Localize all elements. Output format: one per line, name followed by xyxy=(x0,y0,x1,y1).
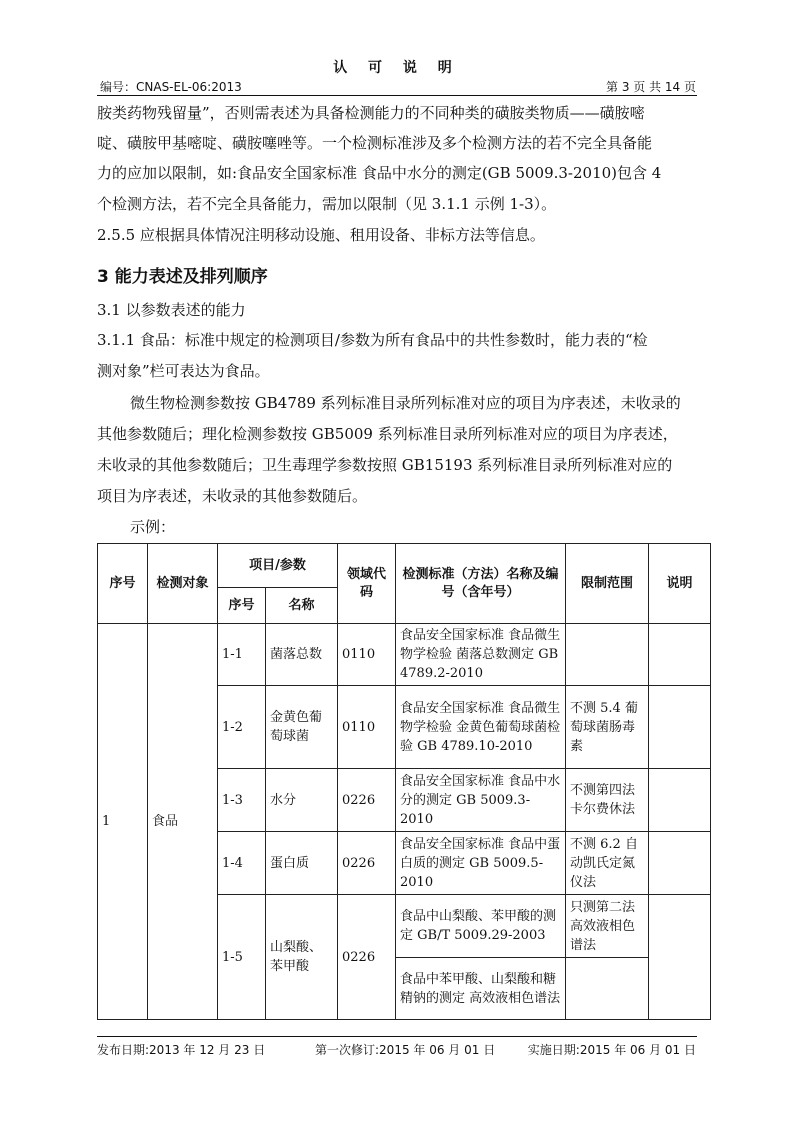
row-standard: 食品中山梨酸、苯甲酸的测定 GB/T 5009.29-2003 xyxy=(396,895,566,958)
revision-date: 第一次修订:2015 年 06 月 01 日 xyxy=(315,1043,496,1057)
col-header-item-param: 项目/参数 xyxy=(218,544,338,588)
row-standard: 食品安全国家标准 食品微生物学检验 菌落总数测定 GB 4789.2-2010 xyxy=(396,624,566,686)
row-note xyxy=(649,769,711,832)
row-limit: 只测第二法 高效液相色谱法 xyxy=(566,895,649,958)
paragraph-line: 个检测方法，若不完全具备能力，需加以限制（见 3.1.1 示例 1-3）。 xyxy=(97,195,557,213)
col-header-name: 名称 xyxy=(266,588,338,624)
row-name: 菌落总数 xyxy=(266,624,338,686)
row-limit: 不测 5.4 葡萄球菌肠毒素 xyxy=(566,686,649,769)
col-header-note: 说明 xyxy=(649,544,711,624)
row-code: 0110 xyxy=(338,624,396,686)
row-sub-seq: 1-1 xyxy=(218,624,266,686)
section-heading-3: 3 能力表述及排列顺序 xyxy=(97,267,268,287)
table-row xyxy=(98,624,711,686)
row-sub-seq: 1-4 xyxy=(218,832,266,895)
col-header-limit: 限制范围 xyxy=(566,544,649,624)
group-seq: 1 xyxy=(98,624,148,1020)
document-title: 认 可 说 明 xyxy=(333,60,460,76)
row-note xyxy=(649,686,711,769)
col-header-seq: 序号 xyxy=(98,544,148,624)
paragraph-line: 力的应加以限制，如:食品安全国家标准 食品中水分的测定(GB 5009.3-2010)包含 4 xyxy=(97,164,662,182)
col-header-sub-seq: 序号 xyxy=(218,588,266,624)
clause-3-1-1: 3.1.1 食品：标准中规定的检测项目/参数为所有食品中的共性参数时，能力表的“检 xyxy=(97,331,648,349)
paragraph-line: 啶、磺胺甲基嘧啶、磺胺噻唑等。一个检测标准涉及多个检测方法的若不完全具备能 xyxy=(97,134,653,152)
paragraph-line: 微生物检测参数按 GB4789 系列标准目录所列标准对应的项目为序表述，未收录的 xyxy=(130,394,681,412)
col-header-standard: 检测标准（方法）名称及编号（含年号） xyxy=(396,544,566,624)
row-name: 金黄色葡萄球菌 xyxy=(266,686,338,769)
clause-2-5-5: 2.5.5 应根据具体情况注明移动设施、租用设备、非标方法等信息。 xyxy=(97,226,545,244)
row-sub-seq: 1-2 xyxy=(218,686,266,769)
col-header-domain-code: 领域代码 xyxy=(338,544,396,624)
row-limit-empty xyxy=(566,958,649,1020)
paragraph-line: 胺类药物残留量”，否则需表述为具备检测能力的不同种类的磺胺类物质——磺胺嘧 xyxy=(97,104,645,122)
capability-table xyxy=(97,543,711,1020)
paragraph-line: 项目为序表述，未收录的其他参数随后。 xyxy=(97,487,368,505)
row-name: 蛋白质 xyxy=(266,832,338,895)
row-sub-seq: 1-3 xyxy=(218,769,266,832)
row-code: 0226 xyxy=(338,895,396,1020)
row-note xyxy=(649,832,711,895)
row-limit xyxy=(566,624,649,686)
row-standard: 食品安全国家标准 食品中蛋白质的测定 GB 5009.5-2010 xyxy=(396,832,566,895)
row-note xyxy=(649,895,711,1020)
document-number: 编号：CNAS-EL-06:2013 xyxy=(100,80,242,94)
row-note xyxy=(649,624,711,686)
paragraph-line: 测对象”栏可表达为食品。 xyxy=(97,362,270,380)
paragraph-line: 未收录的其他参数随后；卫生毒理学参数按照 GB15193 系列标准目录所列标准对应的 xyxy=(97,456,673,474)
row-limit: 不测 6.2 自动凯氏定氮仪法 xyxy=(566,832,649,895)
footer-divider xyxy=(97,1036,697,1037)
row-name: 水分 xyxy=(266,769,338,832)
row-standard-alt: 食品中苯甲酸、山梨酸和糖精钠的测定 高效液相色谱法 xyxy=(396,958,566,1020)
row-code: 0226 xyxy=(338,769,396,832)
row-code: 0226 xyxy=(338,832,396,895)
subsection-3-1: 3.1 以参数表述的能力 xyxy=(97,301,246,319)
row-standard: 食品安全国家标准 食品中水分的测定 GB 5009.3-2010 xyxy=(396,769,566,832)
row-code: 0110 xyxy=(338,686,396,769)
effective-date: 实施日期:2015 年 06 月 01 日 xyxy=(527,1043,696,1057)
header-divider xyxy=(97,95,697,96)
issue-date: 发布日期:2013 年 12 月 23 日 xyxy=(97,1043,266,1057)
col-header-object: 检测对象 xyxy=(148,544,218,624)
page-indicator: 第 3 页 共 14 页 xyxy=(606,80,696,94)
group-object: 食品 xyxy=(148,624,218,1020)
row-standard: 食品安全国家标准 食品微生物学检验 金黄色葡萄球菌检验 GB 4789.10-2010 xyxy=(396,686,566,769)
example-label: 示例： xyxy=(130,518,176,536)
paragraph-line: 其他参数随后；理化检测参数按 GB5009 系列标准目录所列标准对应的项目为序表述， xyxy=(97,425,678,443)
row-sub-seq: 1-5 xyxy=(218,895,266,1020)
row-name: 山梨酸、苯甲酸 xyxy=(266,895,338,1020)
row-limit: 不测第四法 卡尔费休法 xyxy=(566,769,649,832)
